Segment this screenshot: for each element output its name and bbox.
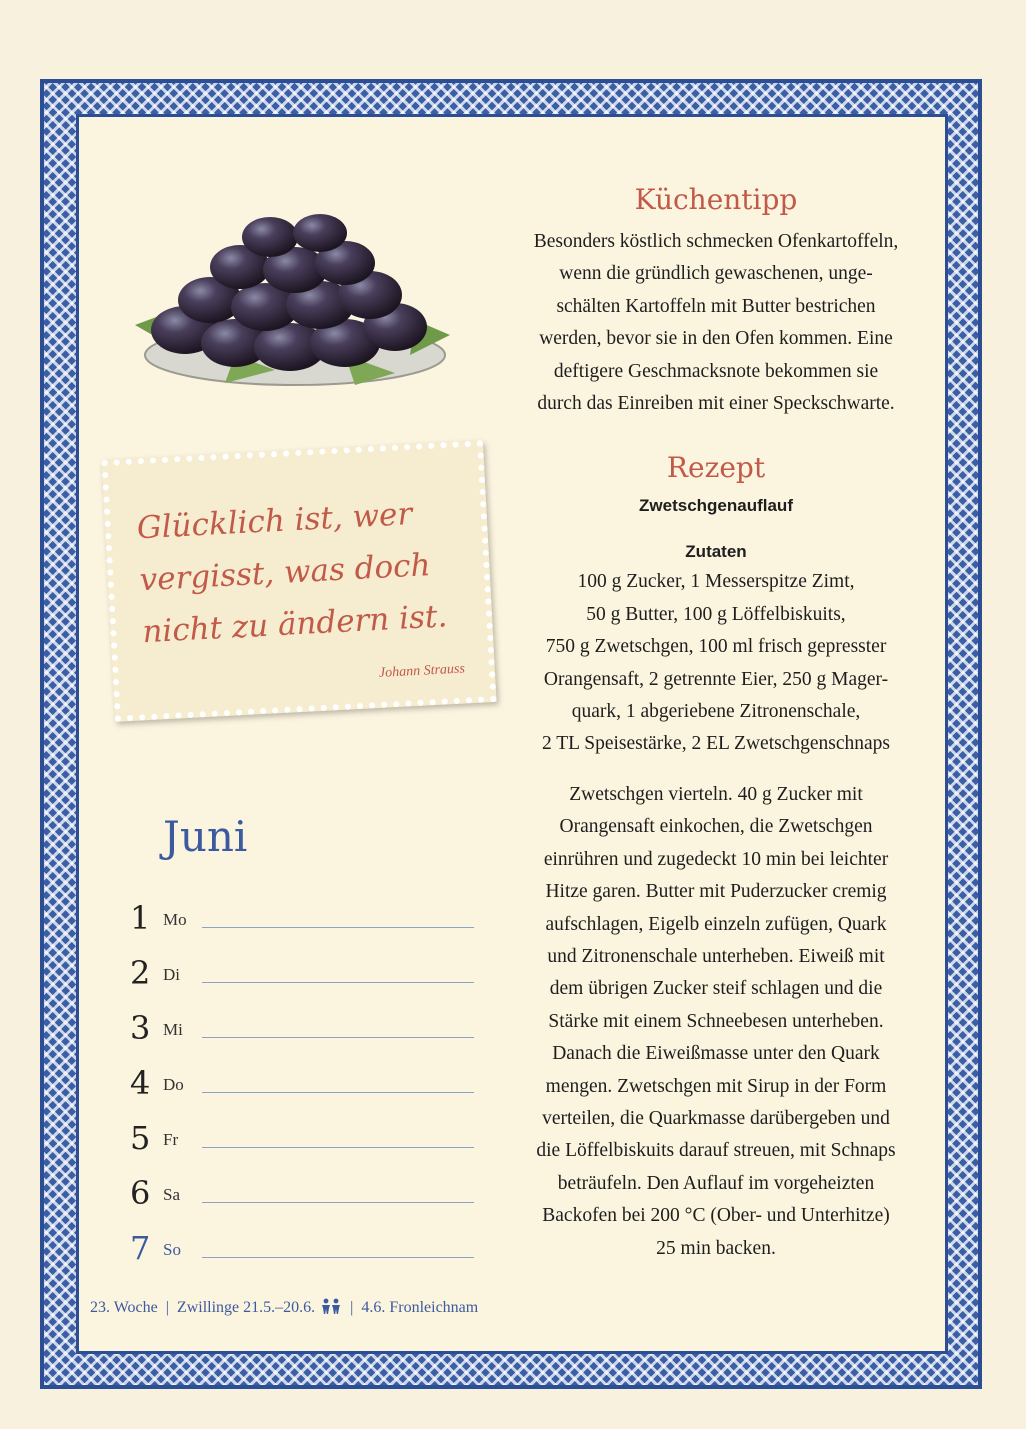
quote-line: Glücklich ist, wer [136, 496, 414, 547]
kuechentipp-text [510, 226, 922, 420]
text-line: Besonders köstlich schmecken Ofenkartoffeln, [533, 231, 899, 252]
note-line [202, 1037, 474, 1038]
text-line: 100 g Zucker, 1 Messerspitze Zimt, [577, 571, 855, 593]
note-line [202, 1202, 474, 1203]
text-line: beträufeln. Den Auflauf im vorgeheizten [557, 1172, 875, 1194]
day-row [130, 950, 480, 1005]
text-line: Orangensaft einkochen, die Zwetschgen [559, 816, 873, 838]
note-line [202, 1092, 474, 1093]
quote-text [136, 486, 464, 659]
text-line: 750 g Zwetschgen, 100 ml frisch gepresster [545, 636, 887, 658]
day-row [130, 1115, 480, 1170]
zutaten-heading: Zutaten [685, 542, 747, 562]
weekday-label: Fr [163, 1130, 179, 1149]
text-line: und Zitronenschale unterheben. Eiweiß mit [547, 945, 885, 967]
text-line: durch das Einreiben mit einer Speckschwarte. [537, 393, 895, 415]
day-row [130, 1005, 480, 1060]
kuechentipp-heading: Küchentipp [634, 183, 798, 216]
text-line: verteilen, die Quarkmasse darübergeben und [542, 1107, 890, 1129]
text-line: einrühren und zugedeckt 10 min bei leichter [543, 848, 889, 870]
text-line: deftigere Geschmacksnote bekommen sie [553, 360, 879, 382]
note-line [202, 1257, 474, 1258]
day-number: 5 [130, 1119, 151, 1157]
recipe-column [510, 180, 922, 1265]
text-line: aufschlagen, Eigelb einzeln zufügen, Quark [545, 913, 887, 935]
holiday-label: 4.6. Fronleichnam [361, 1299, 479, 1316]
instructions-text [510, 779, 922, 1265]
weekday-label: Mo [163, 910, 187, 929]
footer-separator: | [165, 1299, 169, 1316]
page-footer [90, 1298, 478, 1317]
weekday-label: Di [163, 965, 180, 984]
text-line: Hitze garen. Butter mit Puderzucker cremig [545, 881, 887, 903]
text-line: Stärke mit einem Schneebesen unterheben. [548, 1010, 884, 1032]
footer-separator: | [350, 1299, 354, 1316]
text-line: wenn die gründlich gewaschenen, unge- [559, 263, 873, 285]
note-line [202, 927, 474, 928]
day-number: 4 [130, 1064, 151, 1102]
text-line: schälten Kartoffeln mit Butter bestrichen [556, 295, 876, 317]
zodiac-label: Zwillinge 21.5.–20.6. [176, 1299, 316, 1316]
day-number: 6 [130, 1174, 151, 1212]
plums-illustration [125, 205, 455, 395]
quote-line: nicht zu ändern ist. [141, 598, 449, 651]
day-number: 1 [130, 899, 151, 937]
text-line: Backofen bei 200 °C (Ober- und Unterhitze) [542, 1205, 890, 1227]
day-list [130, 895, 480, 1280]
day-number: 3 [130, 1009, 151, 1047]
quote-author: Johann Strauss [378, 661, 466, 681]
text-line: quark, 1 abgeriebene Zitronenschale, [571, 701, 861, 723]
day-number: 2 [130, 954, 151, 992]
ingredients-text [510, 566, 922, 760]
quote-card [101, 440, 496, 722]
text-line: 25 min backen. [656, 1237, 776, 1259]
day-number: 7 [130, 1229, 151, 1267]
day-row [130, 1060, 480, 1115]
weekday-label: Mi [163, 1020, 183, 1039]
quote-line: vergisst, was doch [138, 547, 432, 599]
text-line: Zwetschgen vierteln. 40 g Zucker mit [569, 783, 863, 805]
text-line: 50 g Butter, 100 g Löffelbiskuits, [586, 603, 846, 625]
text-line: werden, bevor sie in den Ofen kommen. Eine [539, 328, 893, 350]
weekday-label: Do [163, 1075, 184, 1094]
gemini-twins-icon [320, 1298, 342, 1314]
text-line: Orangensaft, 2 getrennte Eier, 250 g Mager- [543, 668, 889, 690]
week-label: 23. Woche [90, 1299, 158, 1316]
weekday-label: So [163, 1240, 181, 1259]
text-line: Danach die Eiweißmasse unter den Quark [552, 1043, 880, 1065]
weekday-label: Sa [163, 1185, 180, 1204]
text-line: dem übrigen Zucker steif schlagen und die [549, 978, 883, 1000]
day-row [130, 1170, 480, 1225]
day-row-sunday [130, 1225, 480, 1280]
note-line [202, 982, 474, 983]
text-line: 2 TL Speisestärke, 2 EL Zwetschgenschnaps [541, 733, 891, 755]
text-line: die Löffelbiskuits darauf streuen, mit Schnaps [536, 1140, 896, 1162]
month-title: Juni [163, 812, 248, 861]
recipe-title: Zwetschgenauflauf [639, 496, 793, 516]
note-line [202, 1147, 474, 1148]
text-line: mengen. Zwetschgen mit Sirup in der Form [545, 1075, 887, 1097]
rezept-heading: Rezept [666, 451, 766, 485]
day-row [130, 895, 480, 950]
